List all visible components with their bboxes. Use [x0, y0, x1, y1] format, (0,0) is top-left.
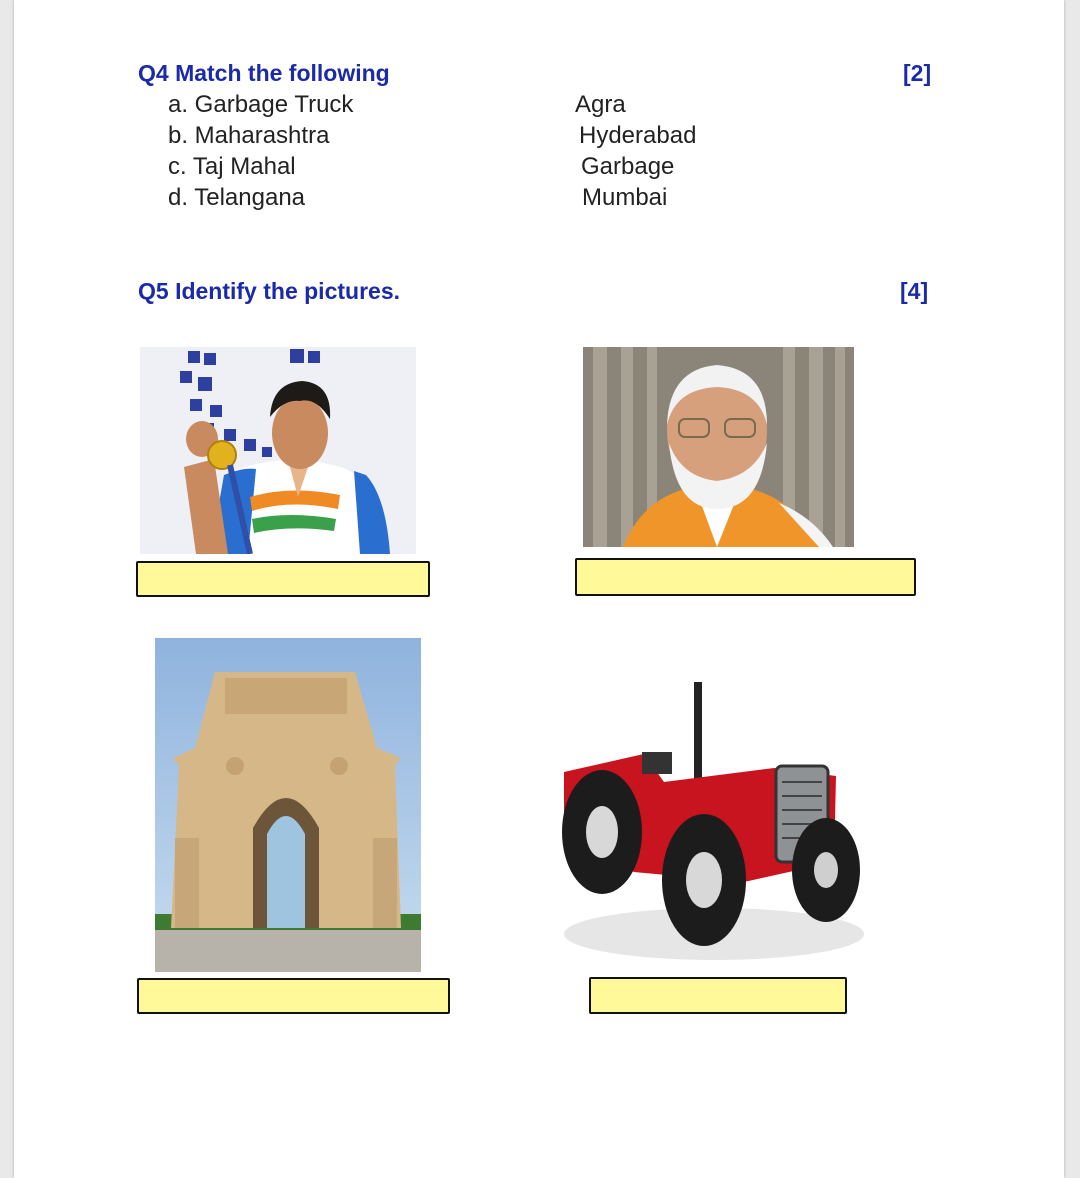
- q4-marks: [2]: [903, 60, 932, 86]
- q4-right-item: Hyderabad: [579, 122, 697, 149]
- q5-title: Q5 Identify the pictures.: [138, 278, 400, 304]
- q4-left-item: a. Garbage Truck: [168, 91, 354, 118]
- answer-box-2[interactable]: [575, 558, 916, 596]
- q5-marks: [4]: [900, 278, 929, 304]
- q4-right-item: Agra: [575, 91, 626, 118]
- worksheet-page: [14, 0, 1064, 1178]
- q4-left-item: c. Taj Mahal: [168, 153, 296, 180]
- answer-box-3[interactable]: [137, 978, 450, 1014]
- q4-left-item: b. Maharashtra: [168, 122, 330, 149]
- athlete-with-medal-photo: [140, 347, 416, 554]
- india-gate-monument-photo: [155, 638, 421, 972]
- red-tractor-photo: [544, 672, 864, 972]
- q4-left-column: [168, 89, 353, 213]
- q4-right-column: [575, 89, 696, 213]
- answer-box-1[interactable]: [136, 561, 430, 597]
- bearded-man-portrait-photo: [583, 347, 854, 547]
- q4-left-item: d. Telangana: [168, 184, 306, 211]
- q4-right-item: Mumbai: [582, 184, 668, 211]
- q4-title: Q4 Match the following: [138, 60, 390, 86]
- q4-right-item: Garbage: [581, 153, 675, 180]
- answer-box-4[interactable]: [589, 977, 847, 1014]
